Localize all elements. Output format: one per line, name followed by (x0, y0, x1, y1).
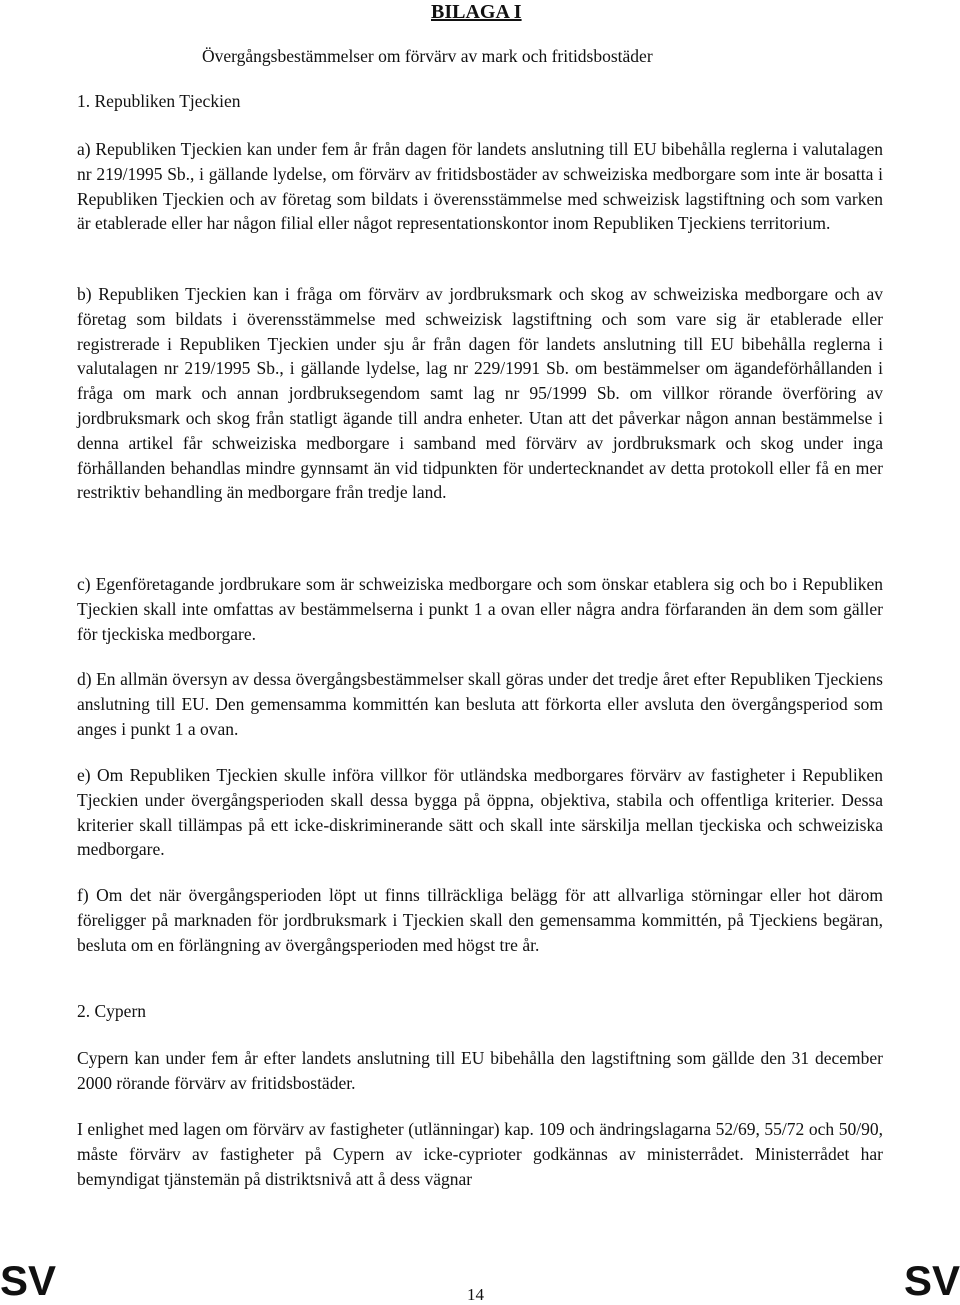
paragraph-1d: d) En allmän översyn av dessa övergångsbestämmelser skall göras under det tredje året efter Republiken Tjeckiens anslutning till EU. Den gemensamma kommittén kan besluta att förkorta eller avsluta den övergångsperiod som anges i punkt 1 a ovan. (77, 669, 883, 739)
paragraph-1f: f) Om det när övergångsperioden löpt ut finns tillräckliga belägg för att allvarliga störningar eller hot därom föreligger på marknaden för jordbruksmark i Tjeckien skall den gemensamma kommittén, på Tjeckiens begäran, besluta om en förlängning av övergångsperioden med högst tre år. (77, 885, 883, 955)
paragraph-1e: e) Om Republiken Tjeckien skulle införa villkor för utländska medborgares förvärv av fastigheter i Republiken Tjeckien under övergångsperioden skall dessa bygga på öppna, objektiva, stabila och offentliga kriterier. Dessa kriterier skall tillämpas på ett icke-diskriminerande sätt och skall inte särskilja mellan tjeckiska och schweiziska medborgare. (77, 765, 883, 860)
section-heading-czech-republic: 1. Republiken Tjeckien (77, 91, 241, 111)
paragraph-1c: c) Egenföretagande jordbrukare som är schweiziska medborgare och som önskar etablera sig och bo i Republiken Tjeckien skall inte omfattas av bestämmelserna i punkt 1 a ovan eller några andra förfaranden än dem som gäller för tjeckiska medborgare. (77, 574, 883, 644)
paragraph-cyprus-2: I enlighet med lagen om förvärv av fastigheter (utlänningar) kap. 109 och ändringslagarna 52/69, 55/72 och 50/90, måste förvärv av fastigheter på Cypern av icke-cyprioter godkännas av ministerrådet. Ministerrådet har bemyndigat tjänstemän på distriktsnivå att å dess vägnar (77, 1119, 883, 1189)
footer-language-code-right: SV (903, 1257, 960, 1304)
paragraph-1a: a) Republiken Tjeckien kan under fem år från dagen för landets anslutning till EU bibehålla reglerna i valutalagen nr 219/1995 Sb., i gällande lydelse, om förvärv av fritidsbostäder av schweiziska medborgare som inte är bosatta i Republiken Tjeckien och av företag som bildats i överensstämmelse med schweizisk lagstiftning och som varken är etablerade eller har någon filial eller något representationskontor inom Republiken Tjeckiens territorium. (77, 139, 883, 234)
page-number: 14 (467, 1285, 484, 1304)
footer-language-code-left: SV (0, 1257, 57, 1304)
paragraph-1b: b) Republiken Tjeckien kan i fråga om förvärv av jordbruksmark och skog av schweiziska medborgare och av företag som bildats i överensstämmelse med schweizisk lagstiftning och som vare sig är etablerade eller registrerade i Republiken Tjeckien under sju år från dagen för landets anslutning till EU bibehålla reglerna i valutalagen nr 219/1995 Sb., i gällande lydelse, lag nr 229/1991 Sb. om bestämmelser om ägandeförhållanden i fråga om mark och annan jordbruksegendom samt lag nr 95/1999 Sb. om villkor rörande överföring av jordbruksmark och skog från statligt ägande till andra enheter. Utan att det påverkar någon annan bestämmelse i denna artikel får schweiziska medborgare i samband med förvärv av jordbruksmark och skog under inga förhållanden behandlas mindre gynnsamt än vid tidpunkten för undertecknandet av detta protokoll eller få en mer restriktiv behandling än medborgare från tredje land. (77, 284, 883, 503)
paragraph-cyprus-1: Cypern kan under fem år efter landets anslutning till EU bibehålla den lagstiftning som gällde den 31 december 2000 rörande förvärv av fritidsbostäder. (77, 1048, 883, 1093)
section-heading-cyprus: 2. Cypern (77, 1001, 147, 1021)
annex-subtitle: Övergångsbestämmelser om förvärv av mark och fritidsbostäder (202, 46, 653, 66)
annex-title: BILAGA I (431, 1, 522, 23)
